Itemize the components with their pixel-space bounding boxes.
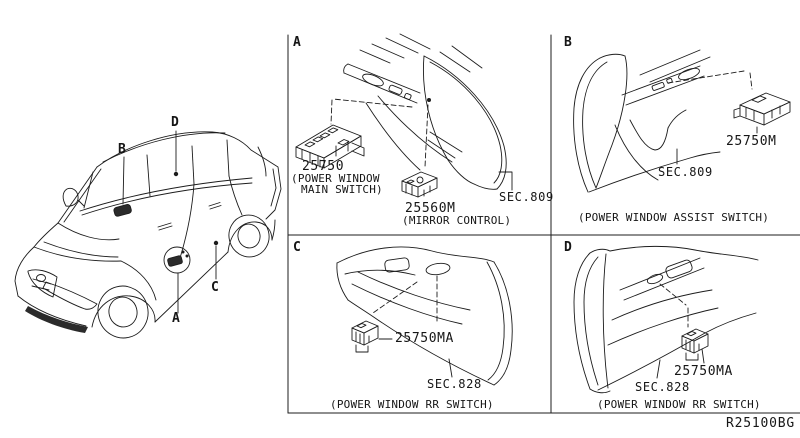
door-panel-c [337, 247, 512, 385]
caption-main-switch-line2: MAIN SWITCH) [301, 183, 383, 196]
section-letter-d: D [564, 240, 573, 255]
caption-rr-switch-c: (POWER WINDOW RR SWITCH) [330, 398, 494, 411]
part-number-25750MA-d: 25750MA [674, 364, 733, 379]
sec-ref-a: SEC.809 [499, 190, 554, 204]
front-grille [28, 270, 57, 297]
caption-assist-switch: (POWER WINDOW ASSIST SWITCH) [578, 211, 770, 224]
car-callout-a: A [172, 311, 180, 326]
quadrant-grid [288, 35, 800, 413]
section-letter-b: B [564, 35, 573, 50]
section-letter-a: A [293, 35, 302, 50]
car-callout-d: D [171, 115, 179, 130]
car-callout-c: C [211, 280, 219, 295]
car-callout-b: B [118, 142, 126, 157]
power-window-assist-switch-illustration [734, 93, 790, 133]
power-window-rr-switch-illustration-d [682, 329, 708, 363]
part-number-25560M: 25560M [405, 201, 456, 216]
sec-ref-b: SEC.809 [658, 165, 713, 179]
sec-ref-d: SEC.828 [635, 380, 690, 394]
section-letter-c: C [293, 240, 302, 255]
car-callout-leaders [113, 131, 218, 313]
caption-main-switch-line1: (POWER WINDOW [291, 172, 380, 185]
mirror-control-switch-illustration [402, 172, 437, 197]
caption-rr-switch-d: (POWER WINDOW RR SWITCH) [597, 398, 761, 411]
headlight [43, 282, 97, 309]
part-number-25750: 25750 [302, 159, 345, 174]
sec-ref-c: SEC.828 [427, 377, 482, 391]
caption-mirror-control: (MIRROR CONTROL) [402, 214, 512, 227]
part-number-25750MA-c: 25750MA [395, 331, 454, 346]
diagram-reference-code: R25100BG [726, 416, 796, 431]
part-number-25750M: 25750M [726, 134, 777, 149]
bumper-strip [25, 306, 88, 333]
vehicle-illustration [15, 132, 281, 344]
